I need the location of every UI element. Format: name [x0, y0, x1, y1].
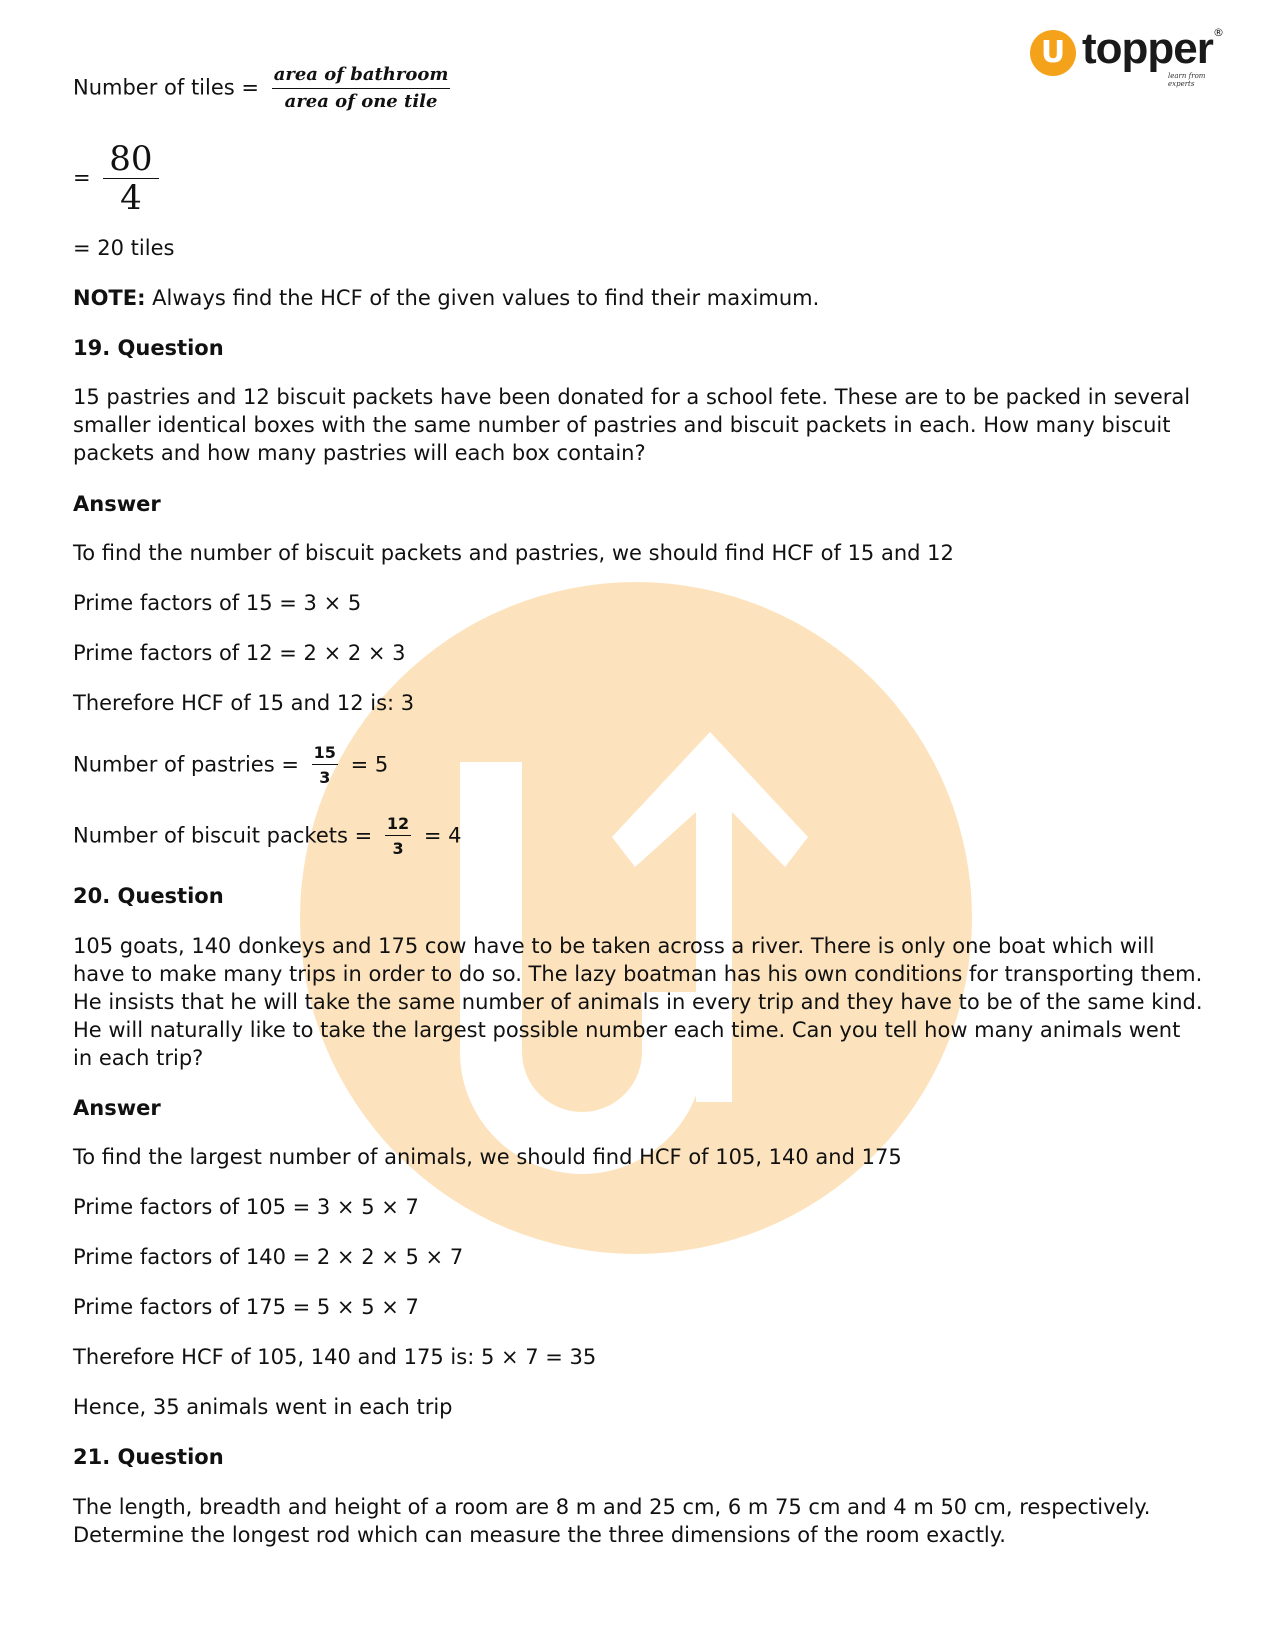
- q19-answer-line-4: Therefore HCF of 15 and 12 is: 3: [73, 691, 415, 715]
- q20-answer-line-6: Hence, 35 animals went in each trip: [73, 1395, 453, 1419]
- pastries-equation: [73, 744, 388, 787]
- tiles-fraction: [272, 62, 451, 115]
- pastries-numerator: 15: [312, 744, 338, 765]
- equals-sign: =: [73, 165, 91, 190]
- q19-answer-line-2: Prime factors of 15 = 3 × 5: [73, 591, 362, 615]
- biscuits-fraction: [385, 815, 411, 858]
- pastries-fraction: [312, 744, 338, 787]
- tiles-result: = 20 tiles: [73, 236, 175, 260]
- pastries-result: = 5: [350, 752, 389, 777]
- tiles-value-denominator: 4: [120, 178, 142, 218]
- q19-question: 15 pastries and 12 biscuit packets have been donated for a school fete. These are to be packed in several smaller identical boxes with the same number of pastries and biscuit packets in each. How many biscuit packets and how many pastries will each box contain?: [73, 385, 1191, 465]
- logo-mark-icon: U: [1030, 30, 1076, 76]
- q20-answer-line-3: Prime factors of 140 = 2 × 2 × 5 × 7: [73, 1245, 464, 1269]
- note-label: NOTE:: [73, 286, 146, 310]
- pastries-label: Number of pastries =: [73, 752, 299, 777]
- q20-answer-heading: Answer: [73, 1096, 161, 1120]
- q20-answer-line-1: To find the largest number of animals, we should find HCF of 105, 140 and 175: [73, 1145, 902, 1169]
- q19-heading: 19. Question: [73, 336, 224, 360]
- q20-question: 105 goats, 140 donkeys and 175 cow have to be taken across a river. There is only one boat which will have to make many trips in order to do so. The lazy boatman has his own conditions for transporting them. He insists that he will take the same number of animals in every trip and they have to be of the same kind. He will naturally like to take the largest possible number each time. Can you tell how many animals went in each trip?: [73, 934, 1203, 1070]
- biscuits-label: Number of biscuit packets =: [73, 823, 373, 848]
- tiles-equation: [73, 62, 456, 115]
- tiles-value-numerator: 80: [103, 140, 158, 179]
- note-text: Always find the HCF of the given values to find their maximum.: [145, 286, 820, 310]
- tiles-numerator: area of bathroom: [272, 62, 451, 89]
- registered-mark: ®: [1213, 26, 1224, 39]
- q20-heading: 20. Question: [73, 884, 224, 908]
- q19-answer-heading: Answer: [73, 492, 161, 516]
- q21-question: The length, breadth and height of a room are 8 m and 25 cm, 6 m 75 cm and 4 m 50 cm, respectively. Determine the longest rod which can measure the three dimensions of the room exactly.: [73, 1495, 1151, 1547]
- pastries-denominator: 3: [319, 768, 331, 787]
- q19-answer-line-1: To find the number of biscuit packets and pastries, we should find HCF of 15 and 12: [73, 541, 954, 565]
- note: [73, 284, 819, 312]
- q19-answer-line-3: Prime factors of 12 = 2 × 2 × 3: [73, 641, 406, 665]
- q21-heading: 21. Question: [73, 1445, 224, 1469]
- logo-text: topper: [1082, 24, 1213, 73]
- q20-answer-line-5: Therefore HCF of 105, 140 and 175 is: 5 × 7 = 35: [73, 1345, 597, 1369]
- biscuits-result: = 4: [423, 823, 462, 848]
- tiles-value-equation: [73, 140, 165, 217]
- biscuits-numerator: 12: [385, 815, 411, 836]
- tiles-label: Number of tiles =: [73, 75, 259, 100]
- q20-answer-line-2: Prime factors of 105 = 3 × 5 × 7: [73, 1195, 419, 1219]
- q20-answer-line-4: Prime factors of 175 = 5 × 5 × 7: [73, 1295, 419, 1319]
- biscuits-equation: [73, 815, 461, 858]
- tiles-value-fraction: [103, 140, 158, 217]
- biscuits-denominator: 3: [392, 839, 404, 858]
- logo-tagline: learn from experts: [1168, 72, 1206, 88]
- tiles-denominator: area of one tile: [284, 91, 438, 112]
- brand-logo: [1030, 24, 1230, 88]
